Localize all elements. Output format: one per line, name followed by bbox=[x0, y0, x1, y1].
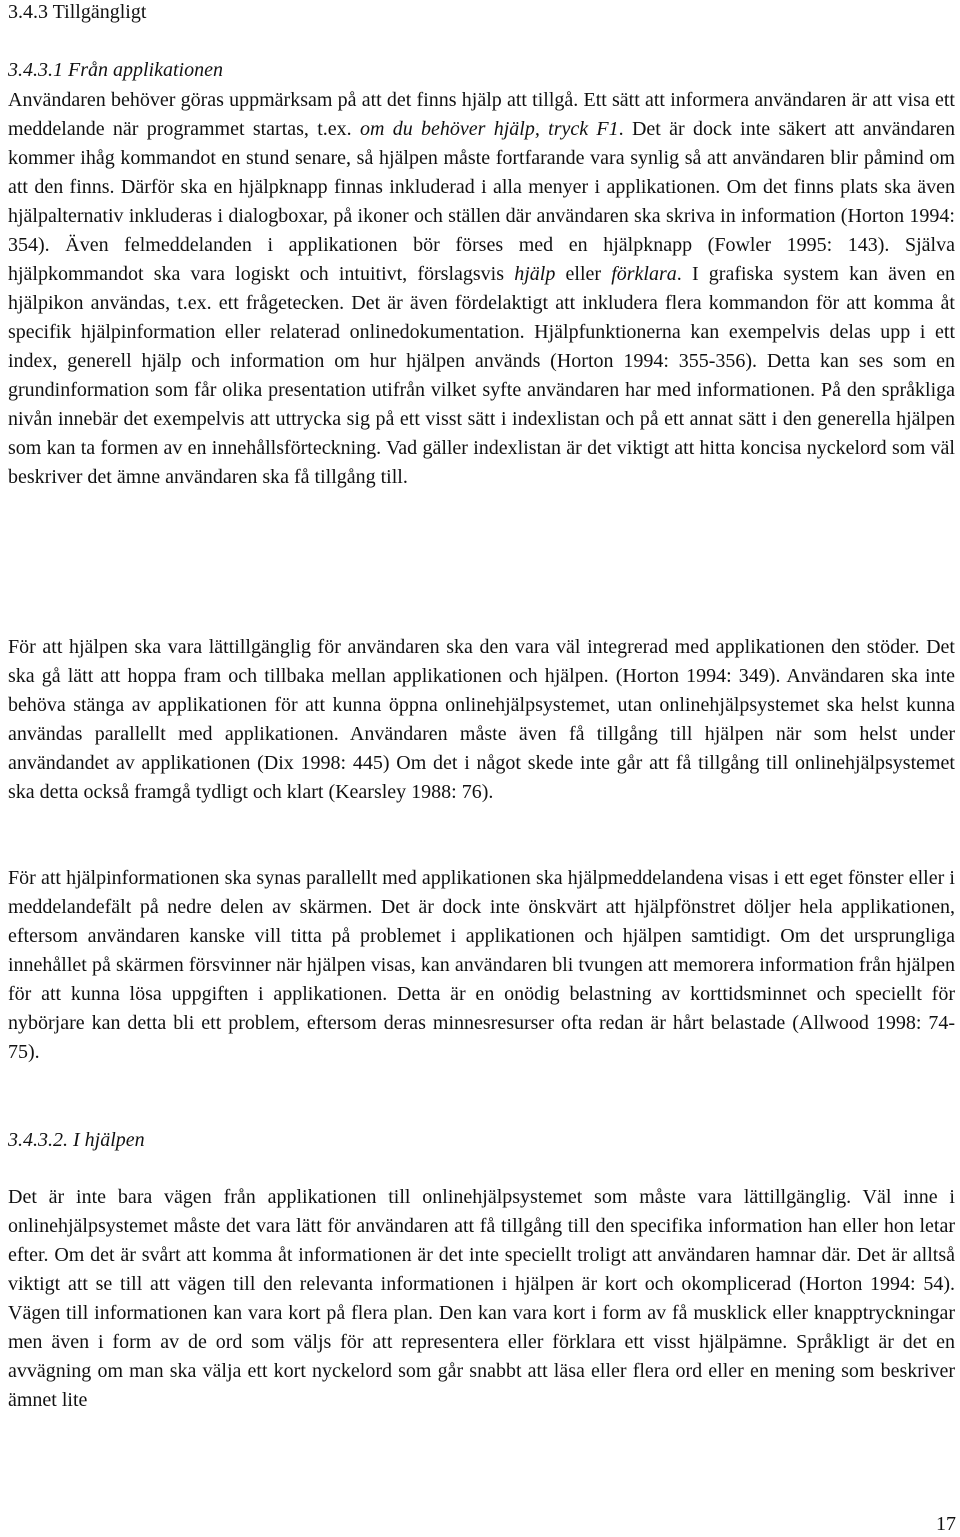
page-number: 17 bbox=[936, 1513, 956, 1535]
paragraph-1-part-d: . I grafiska system kan även en hjälpikon användas, t.ex. ett frågetecken. Det är även fördelaktigt att inkludera flera kommandon för att komma åt specifik hjälpinformation eller relaterad onlinedokumentation. Hjälpfunktionerna kan exempelvis delas upp i ett index, generell hjälp och information om hur hjälpen används (Horton 1994: 355-356). Detta kan ses som en grundinformation som får olika presentation utifrån vilket syfte användaren har med informationen. På den språkliga nivån innebär det exempelvis att uttrycka sig på ett visst sätt i indexlistan och på ett annat sätt i den generella hjälpen som kan ta formen av en innehållsförteckning. Vad gäller indexlistan är det viktigt att hitta koncisa nyckelord som väl beskriver det ämne användaren ska få tillgång till. bbox=[8, 263, 955, 488]
paragraph-1-italic-forklara: förklara bbox=[611, 263, 677, 285]
paragraph-1-part-c: eller bbox=[555, 263, 612, 285]
paragraph-3: För att hjälpinformationen ska synas parallellt med applikationen ska hjälpmeddelandena visas i ett eget fönster eller i meddelandefält på nedre delen av skärmen. Det är dock inte önskvärt att hjälpfönstret döljer hela applikationen, eftersom användaren kanske vill titta på problemet i applikationen och hjälpen samtidigt. Om det ursprungliga innehållet på skärmen försvinner när hjälpen visas, kan användaren bli tvungen att memorera information från hjälpen för att kunna lösa uppgiften i applikationen. Detta är en onödig belastning av korttidsminnet och speciellt för nybörjare kan detta bli ett problem, eftersom deras minnesresurser ofta redan är hårt belastade (Allwood 1998: 74-75). bbox=[8, 867, 955, 1063]
paragraph-1-italic-example: om du behöver hjälp, tryck F1 bbox=[359, 118, 619, 140]
section-heading: 3.4.3 Tillgängligt bbox=[8, 1, 147, 23]
paragraph-1 bbox=[8, 86, 955, 492]
subsection-heading-in-help: 3.4.3.2. I hjälpen bbox=[8, 1129, 145, 1151]
paragraph-4: Det är inte bara vägen från applikationen till onlinehjälpsystemet som måste vara lättillgänglig. Väl inne i onlinehjälpsystemet måste det vara lätt för användaren att få tillgång till den specifika information han eller hon letar efter. Om det är svårt att komma åt informationen är det inte speciellt troligt att användaren hamnar där. Det är alltså viktigt att se till att vägen till den relevanta informationen i hjälpen är kort och okomplicerad (Horton 1994: 54). Vägen till informationen kan vara kort på flera plan. Den kan vara kort i form av få musklick eller knapptryckningar men även i form av de ord som väljs för att representera eller förklara ett visst hjälpämne. Språkligt är det en avvägning om man ska välja ett kort nyckelord som går snabbt att läsa eller flera ord eller en mening som beskriver ämnet lite bbox=[8, 1186, 955, 1411]
paragraph-1-part-b: . Det är dock inte säkert att användaren kommer ihåg kommandot en stund senare, så hjälpen måste fortfarande vara synlig så att användaren blir påmind om att den finns. Därför ska en hjälpknapp finnas inkluderad i alla menyer i applikationen. Om det finns plats ska även hjälpalternativ inkluderas i dialogboxar, på ikoner och ställen där användaren ska skriva in information (Horton 1994: 354). Även felmeddelanden i applikationen bör förses med en hjälpknapp (Fowler 1995: 143). Själva hjälpkommandot ska vara logiskt och intuitivt, förslagsvis bbox=[8, 118, 955, 285]
paragraph-1-italic-hjalp: hjälp bbox=[514, 263, 556, 285]
paragraph-2: För att hjälpen ska vara lättillgänglig för användaren ska den vara väl integrerad med applikationen den stöder. Det ska gå lätt att hoppa fram och tillbaka mellan applikationen och hjälpen. (Horton 1994: 349). Användaren ska inte behöva stänga av applikationen för att kunna öppna onlinehjälpsystemet, utan onlinehjälpsystemet ska helst kunna användas parallellt med applikationen. Användaren måste även få tillgång till hjälpen när som helst under användandet av applikationen (Dix 1998: 445) Om det i något skede inte går att få tillgång till onlinehjälpsystemet ska detta också framgå tydligt och klart (Kearsley 1988: 76). bbox=[8, 636, 955, 803]
subsection-heading-from-application: 3.4.3.1 Från applikationen bbox=[8, 59, 223, 81]
paragraph-1-part-a: Användaren behöver göras uppmärksam på att det finns hjälp att tillgå. Ett sätt att informera användaren är att visa ett meddelande när programmet startas, t.ex. bbox=[8, 89, 955, 140]
